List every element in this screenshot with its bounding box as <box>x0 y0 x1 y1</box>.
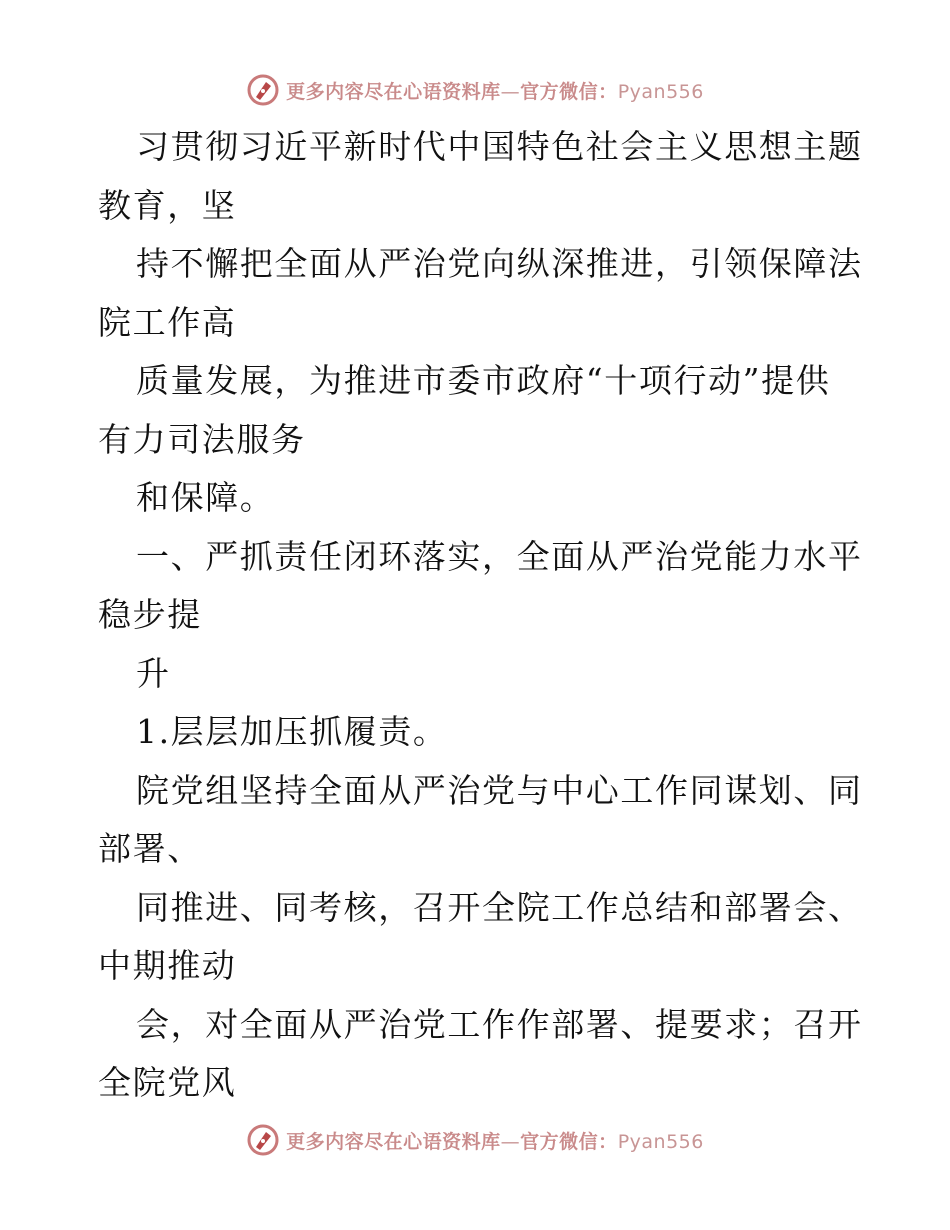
banner-dash: — <box>500 1130 521 1153</box>
header-watermark-banner <box>0 70 950 110</box>
text-line: 中期推动 <box>98 946 237 985</box>
text-line: 质量发展，为推进市委市政府“十项行动”提供 <box>136 361 831 400</box>
text-line: 教育，坚 <box>98 185 237 225</box>
text-line: 有力司法服务 <box>98 419 306 459</box>
section-heading-line: 一、严抓责任闭环落实，全面从严治党能力水平 <box>136 536 863 576</box>
banner-dash: — <box>500 80 521 103</box>
text-line: 和保障。 <box>136 478 275 517</box>
banner-text <box>286 77 704 104</box>
banner-contact-label: 官方微信： <box>520 80 618 103</box>
subheading-line: 1.层层加压抓履责。 <box>136 712 448 751</box>
banner-contact-id: Pyan556 <box>617 80 704 103</box>
banner-brand: 更多内容尽在心语资料库 <box>286 80 501 103</box>
text-line: 院工作高 <box>98 302 237 342</box>
text-line: 全院党风 <box>98 1063 237 1102</box>
text-line: 持不懈把全面从严治党向纵深推进，引领保障法 <box>136 244 863 283</box>
text-line: 同推进、同考核，召开全院工作总结和部署会、 <box>136 887 863 927</box>
text-line: 部署、 <box>98 829 202 868</box>
section-heading-line: 稳步提 <box>98 595 202 634</box>
pen-nib-circle-icon <box>246 1123 280 1157</box>
text-line: 会，对全面从严治党工作作部署、提要求；召开 <box>136 1004 863 1044</box>
pen-nib-circle-icon <box>246 73 280 107</box>
banner-contact-id: Pyan556 <box>617 1130 704 1153</box>
banner-contact-label: 官方微信： <box>520 1130 618 1153</box>
footer-watermark-banner <box>0 1120 950 1160</box>
banner-text <box>286 1127 704 1154</box>
text-line: 习贯彻习近平新时代中国特色社会主义思想主题 <box>136 127 863 166</box>
document-body <box>98 118 863 1113</box>
banner-brand: 更多内容尽在心语资料库 <box>286 1130 501 1153</box>
section-heading-line: 升 <box>136 653 171 693</box>
text-line: 院党组坚持全面从严治党与中心工作同谋划、同 <box>136 770 863 810</box>
